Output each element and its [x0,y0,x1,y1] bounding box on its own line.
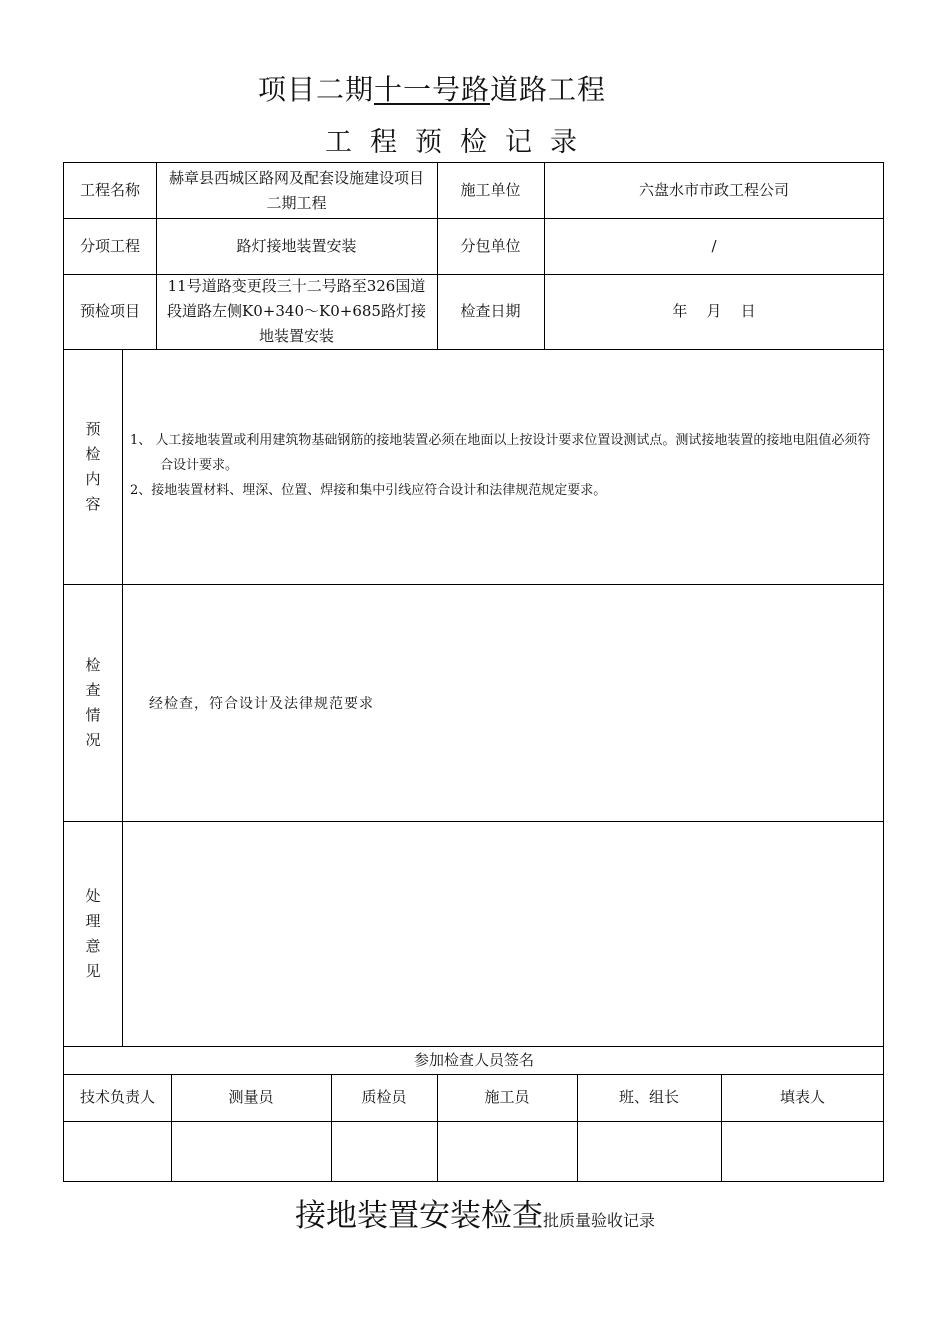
check-date-label: 检查日期 [460,302,521,320]
vertical-label-char: 检 [85,444,101,463]
footer-title-main: 接地装置安装检查 [294,1198,543,1234]
signature-box-quality-inspector[interactable] [331,1121,437,1182]
inspection-result: 经检查，符合设计及法律规范要求 [149,696,374,712]
role-quality-inspector: 质检员 [361,1088,407,1106]
vertical-label-char: 见 [85,961,101,980]
document-title: 项目二期十一号路道路工程 [258,73,607,106]
vertical-label-char: 意 [85,936,101,955]
precheck-content-label [64,349,122,584]
signature-box-constructor[interactable] [437,1121,577,1182]
check-date-value: 年 月 日 [672,302,756,320]
inspection-label [64,584,122,821]
signature-box-team-leader[interactable] [577,1121,721,1182]
precheck-record-table [63,162,884,1182]
role-constructor: 施工员 [484,1088,530,1106]
vertical-label-char: 查 [85,680,101,699]
row-divider [64,349,884,350]
footer-title-suffix: 批质量验收记录 [542,1211,655,1230]
signature-box-technical-lead[interactable] [64,1121,171,1182]
vertical-label-char: 内 [85,469,101,488]
vertical-label-char: 理 [85,911,101,930]
vertical-label-char: 预 [85,419,101,438]
precheck-item-2: 2、接地装置材料、埋深、位置、焊接和集中引线应符合设计和法律规范规定要求。 [130,483,607,498]
handling-label [64,821,122,1046]
role-form-filler: 填表人 [779,1088,825,1106]
vertical-label-char: 检 [85,655,101,674]
role-surveyor: 测量员 [228,1088,274,1106]
signature-box-surveyor[interactable] [171,1121,331,1182]
document-subtitle: 工程预检记录 [325,127,595,158]
contractor-label: 施工单位 [460,181,521,199]
precheck-item-value: 11号道路变更段三十二号路至326国道段道路左侧K0+340～K0+685路灯接地装置安装 [167,277,426,345]
vertical-label-char: 情 [85,705,101,724]
signature-box-form-filler[interactable] [721,1121,884,1182]
row-divider [64,584,884,585]
sub-item-value: 路灯接地装置安装 [236,236,357,255]
column-divider [122,349,123,1046]
precheck-item-1: 1、 人工接地装置或利用建筑物基础钢筋的接地装置必须在地面以上按设计要求位置设测试点。测试接地装置的接地电阻值必须符合设计要求。 [130,433,871,473]
signature-title: 参加检查人员签名 [413,1050,534,1069]
contractor-value: 六盘水市市政工程公司 [638,181,789,199]
sub-item-label: 分项工程 [79,236,140,255]
subcontractor-label: 分包单位 [460,236,521,255]
precheck-item-label: 预检项目 [79,302,140,320]
row-divider [64,821,884,822]
vertical-label-char: 况 [85,730,101,749]
project-name-label: 工程名称 [79,181,140,199]
project-name-value: 赫章县西城区路网及配套设施建设项目二期工程 [168,168,424,212]
vertical-label-char: 处 [85,886,101,905]
role-team-leader: 班、组长 [618,1088,679,1106]
vertical-label-char: 容 [85,494,101,513]
role-technical-lead: 技术负责人 [79,1088,155,1106]
subcontractor-value: / [711,236,717,255]
precheck-content-list [130,428,878,503]
footer-title [0,1190,950,1235]
